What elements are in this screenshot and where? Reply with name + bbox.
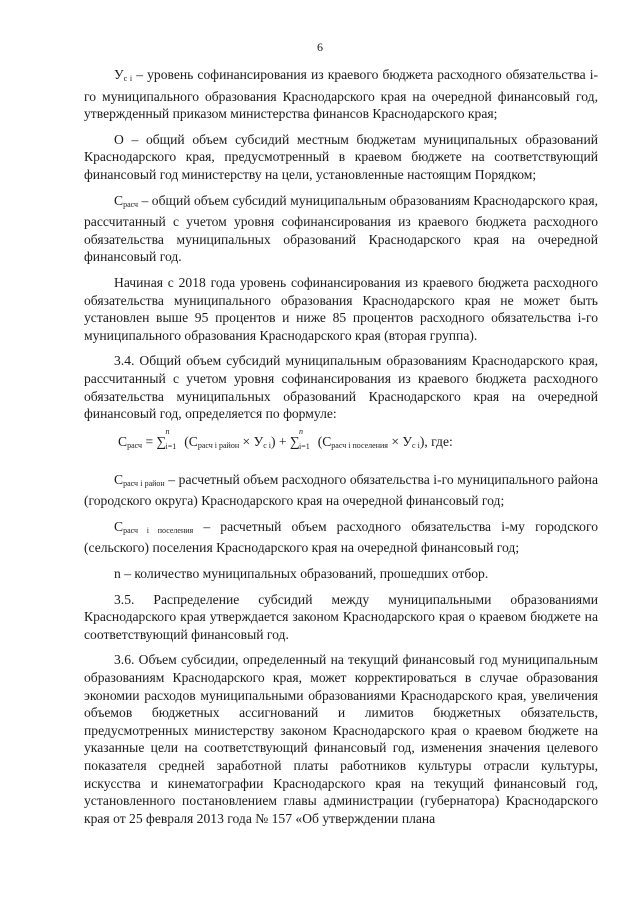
sum-operator-1: [156, 426, 177, 453]
formula-lhs: С: [118, 433, 128, 449]
symbol-ysi-subscript: с i: [123, 74, 133, 83]
sum-upper-1: n: [165, 426, 170, 436]
definition-district: [84, 471, 598, 510]
sum-operator-2: [290, 426, 310, 453]
formula-lhs-sub: расч: [127, 440, 143, 450]
definition-n: n – количество муниципальных образований, прошедших отбор.: [114, 566, 489, 582]
page-number: 6: [317, 40, 323, 54]
symbol-srasch-subscript: расч: [123, 199, 139, 209]
paragraph-2018: Начиная с 2018 года уровень софинансирования из краевого бюджета расходного обязательства муниципального образования Краснодарского края не может быть установлен выше 95 процентов и ниже 85 процентов расходного обязательства i-го муниципального образования Краснодарского края (вторая группа).: [84, 274, 598, 343]
symbol-settlement: С: [114, 518, 124, 534]
definition-district-text: – расчетный объем расходного обязательства i-го муниципального района (городского округа) Краснодарского края на очередной финансовый год;: [84, 471, 598, 509]
term2-sub: расч i поселения: [331, 440, 388, 450]
document-body: [84, 66, 598, 835]
symbol-district-subscript: расч i район: [123, 478, 165, 488]
term1-open: (С: [184, 433, 198, 449]
definition-srasch: [84, 192, 598, 266]
sigma-2: ∑: [290, 433, 300, 449]
symbol-settlement-subscript: расч i поселения: [123, 525, 194, 535]
symbol-district: С: [114, 471, 124, 487]
symbol-ysi: У: [114, 67, 124, 82]
definition-settlement-text: – расчетный объем расходного обязательства i-му городского (сельского) поселения Краснодарского края на очередной финансовый год;: [84, 518, 599, 556]
formula-tail: ), где:: [419, 433, 453, 449]
term1-sub: расч i район: [197, 440, 240, 450]
term2-times: × У: [387, 433, 413, 449]
symbol-srasch: С: [114, 192, 124, 208]
sum-lower-2: i=1: [299, 441, 310, 451]
term1-close: ): [271, 433, 276, 449]
term2-ysub: с i: [412, 440, 420, 450]
term1-ysub: с i: [263, 440, 271, 450]
sigma-1: ∑: [156, 433, 167, 449]
paragraph-3-5: 3.5. Распределение субсидий между муниципальными образованиями Краснодарского края утверждается законом Краснодарского края о краевом бюджете на соответствующий финансовый год.: [84, 591, 598, 642]
definition-settlement: [84, 518, 598, 557]
definition-ysi-text: – уровень софинансирования из краевого бюджета расходного обязательства i-го муниципального образования Краснодарского края на очередной финансовый год, утвержденный приказом министерства финансов Краснодарского края;: [84, 67, 599, 122]
formula: [84, 426, 598, 457]
paragraph-3-4: 3.4. Общий объем субсидий муниципальным образованиям Краснодарского края, рассчитанный с учетом уровня софинансирования из краевого бюджета расходного обязательства муниципальных образований Краснодарского края на очередной финансовый год, определяется по формуле:: [84, 353, 598, 422]
paragraph-3-6: 3.6. Объем субсидии, определенный на текущий финансовый год муниципальным образованиям Краснодарского края, может корректироваться в случае образования экономии расходов муниципальными образованиями Краснодарского края, увеличения объемов бюджетных ассигнований и лимитов бюджетных обязательств, предусмотренных министерству законом Краснодарского края о краевом бюджете на указанные цели на соответствующий финансовый год, изменения значения целевого показателя средней заработной платы работников культуры отрасли культуры, искусства и кинематографии Краснодарского края на текущий финансовый год, установленного постановлением главы администрации (губернатора) Краснодарского края от 25 февраля 2013 года № 157 «Об утверждении плана: [84, 652, 598, 826]
formula-plus: +: [275, 433, 290, 449]
definition-ysi: [84, 66, 598, 123]
sum-upper-2: n: [299, 426, 303, 436]
definition-srasch-text: – общий объем субсидий муниципальным образованиям Краснодарского края, рассчитанный с учетом уровня софинансирования из краевого бюджета расходного обязательства муниципальных образований Краснодарского края на очередной финансовый год.: [84, 192, 598, 265]
term2-open: (С: [317, 433, 332, 449]
term1-times: × У: [239, 433, 264, 449]
formula-equals: =: [142, 433, 157, 449]
sum-lower-1: i=1: [165, 441, 177, 451]
definition-o: О – общий объем субсидий местным бюджетам муниципальных образований Краснодарского края, предусмотренный в краевом бюджете на соответствующий финансовый год министерству на цели, установленные настоящим Порядком;: [84, 131, 598, 182]
